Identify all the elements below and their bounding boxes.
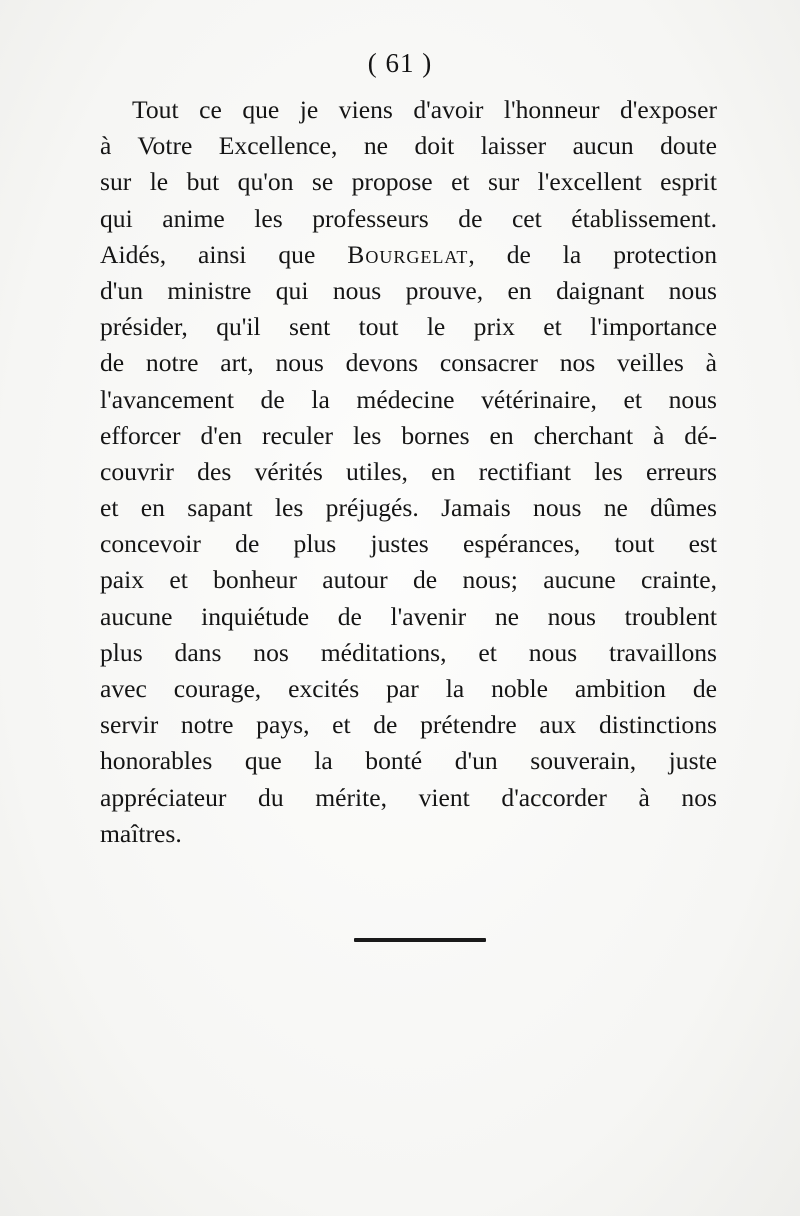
text-line: et en sapant les préjugés. Jamais nous ne dûmes [100,493,717,523]
text-line-with-name [100,237,717,273]
text-line: à Votre Excellence, ne doit laisser aucun doute [100,131,717,161]
text-line: présider, qu'il sent tout le prix et l'importance [100,312,717,342]
text-line: paix et bonheur autour de nous; aucune crainte, [100,565,717,595]
text-line: efforcer d'en reculer les bornes en cherchant à dé- [100,420,717,450]
text-line: appréciateur du mérite, vient d'accorder à nos [100,782,717,812]
text-line: d'un ministre qui nous prouve, en daignant nous [100,275,717,305]
text-line: qui anime les professeurs de cet établissement. [100,203,717,233]
text-line: l'avancement de la médecine vétérinaire, et nous [100,384,717,414]
text-line: aucune inquiétude de l'avenir ne nous troublent [100,601,717,631]
text-fragment: , de la protection [468,239,717,269]
body-paragraph [100,92,717,852]
page-number: ( 61 ) [367,48,433,78]
section-end-rule [354,938,486,942]
text-line: sur le but qu'on se propose et sur l'excellent esprit [100,167,717,197]
text-line: honorables que la bonté d'un souverain, juste [100,746,717,776]
text-line: maîtres. [100,818,182,848]
text-fragment: Aidés, ainsi que [100,239,316,269]
text-line: servir notre pays, et de prétendre aux distinctions [100,710,717,740]
text-line: Tout ce que je viens d'avoir l'honneur d'exposer [132,95,717,124]
text-line: plus dans nos méditations, et nous travaillons [100,637,717,667]
text-line: concevoir de plus justes espérances, tout est [100,529,717,559]
text-line: couvrir des vérités utiles, en rectifiant les erreurs [100,456,717,486]
text-line: de notre art, nous devons consacrer nos veilles à [100,348,717,378]
text-line: avec courage, excités par la noble ambition de [100,674,717,703]
proper-name: Bourgelat [347,239,469,269]
